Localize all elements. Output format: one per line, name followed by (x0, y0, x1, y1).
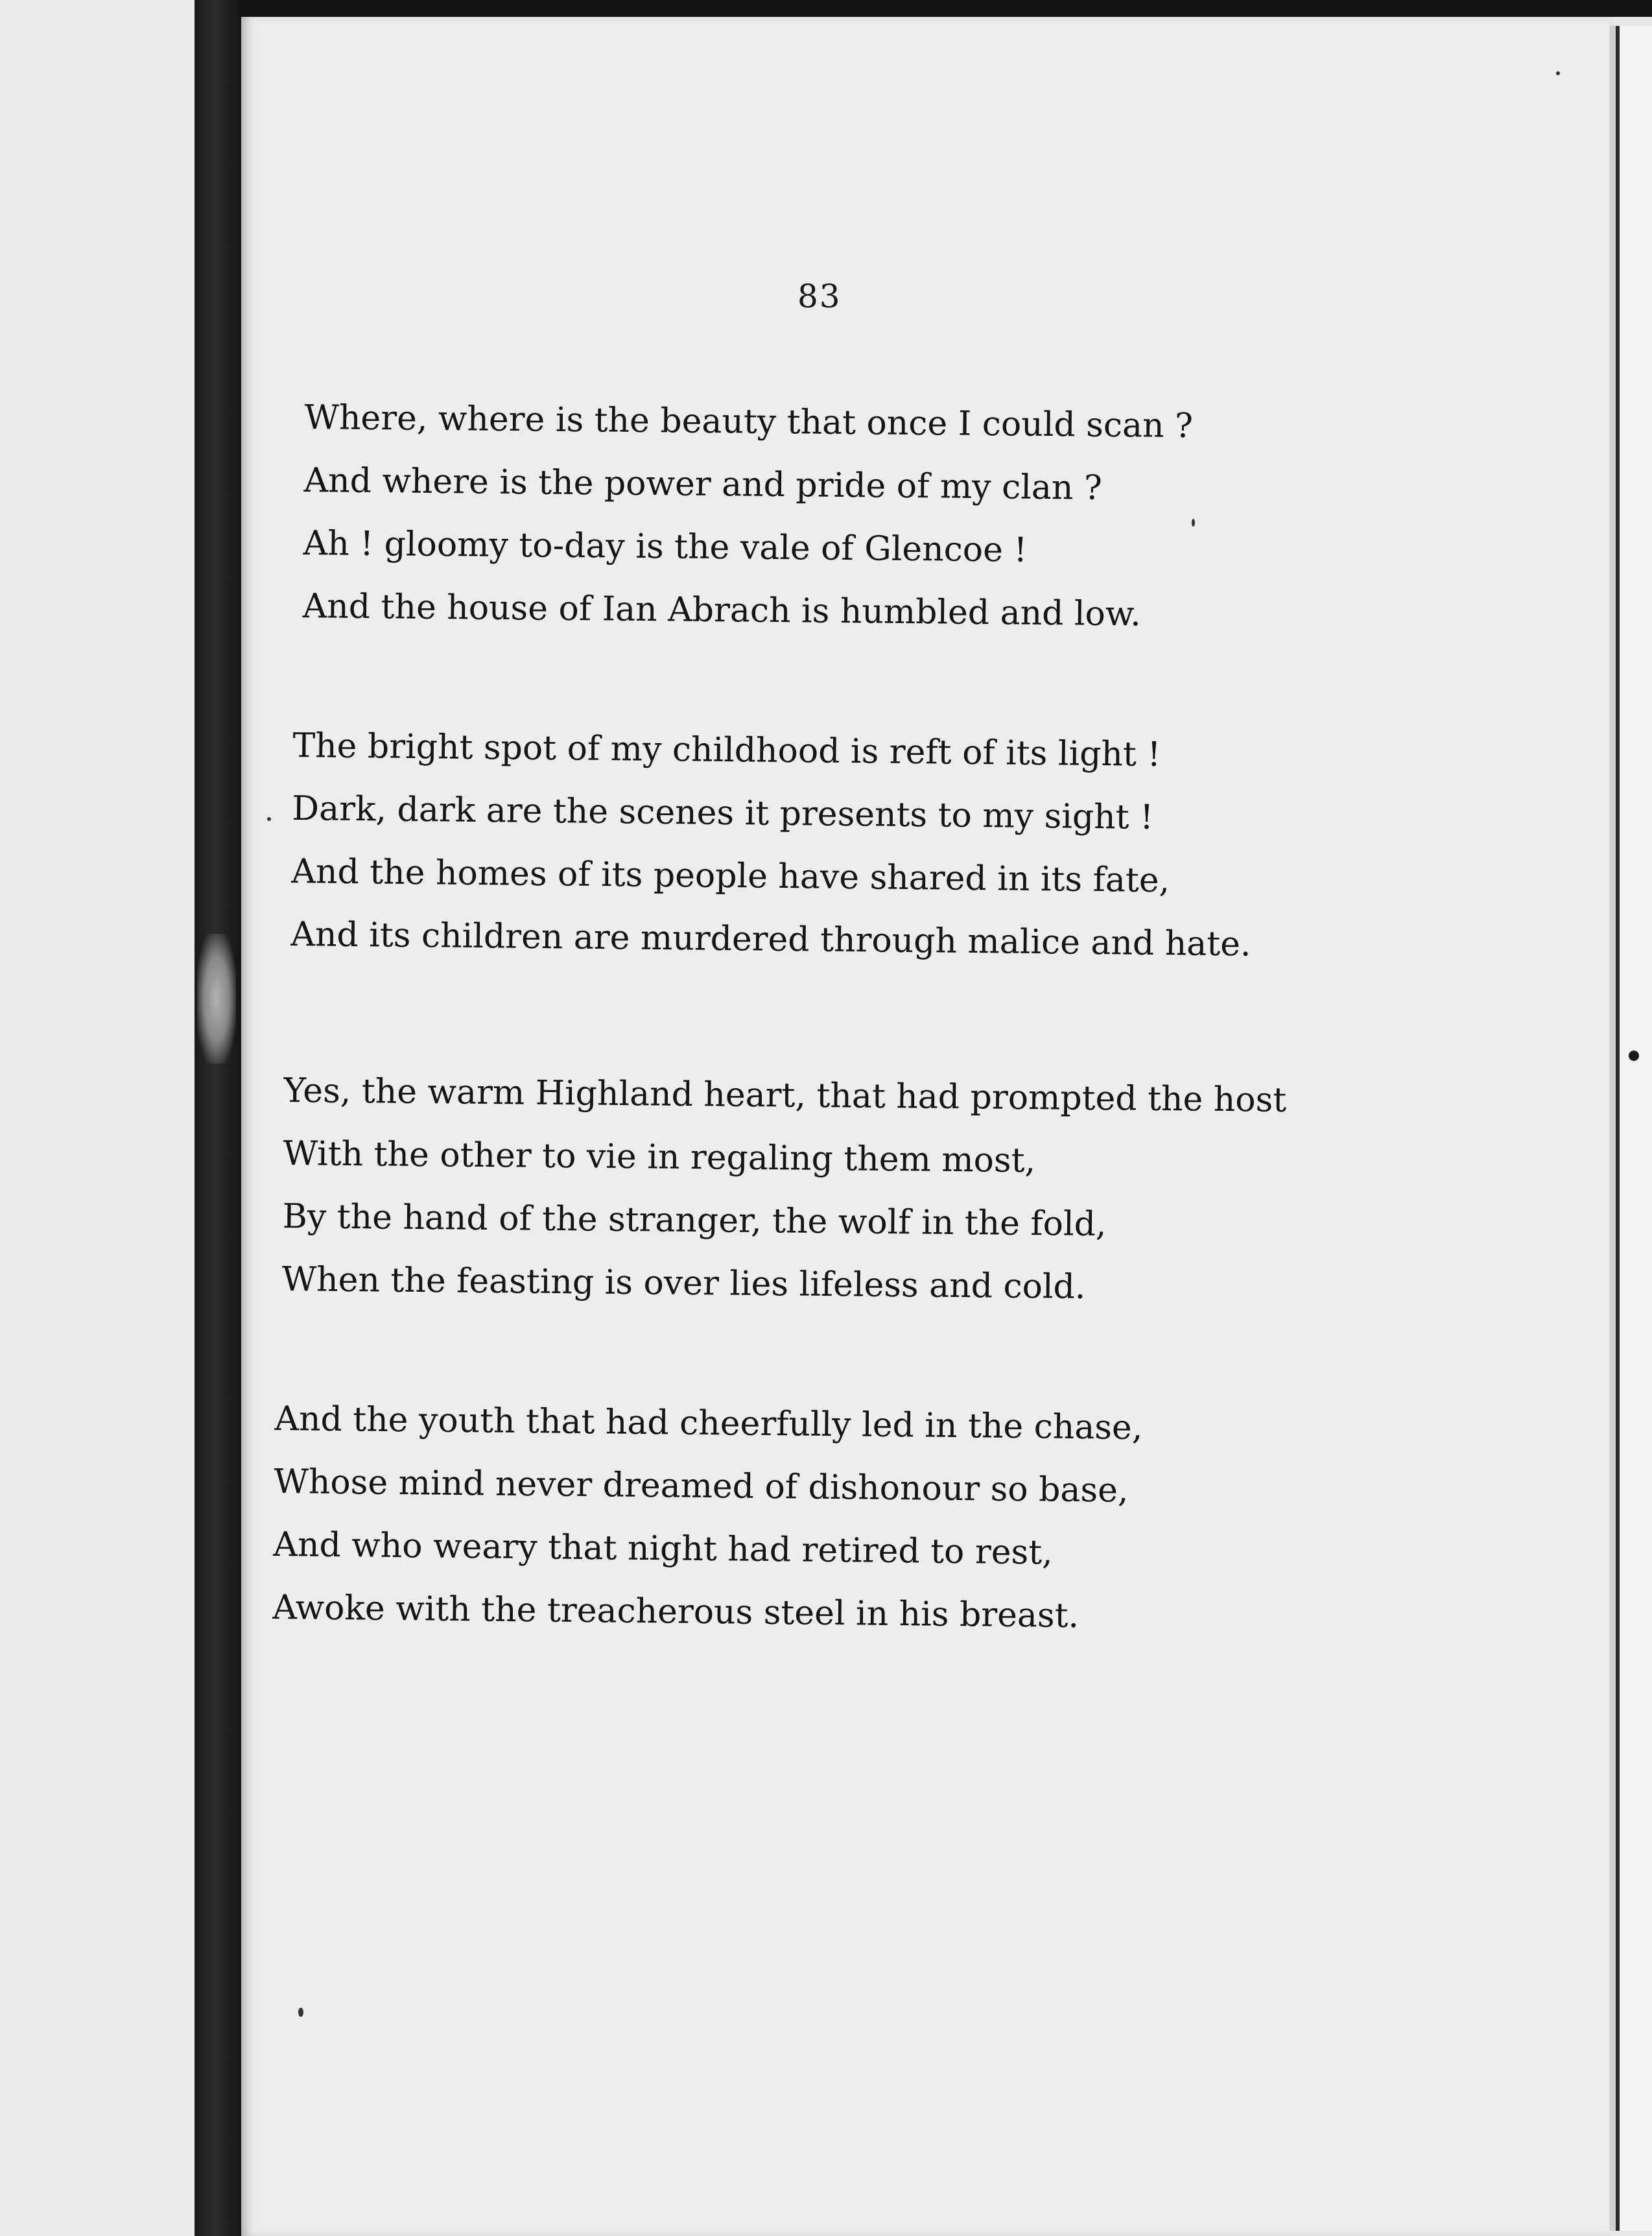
scan-speck (298, 2008, 303, 2017)
poem-line: Dark, dark are the scenes it presents to my sight ! (292, 789, 1154, 837)
page-edge-shadow (1609, 26, 1616, 2231)
page-number: 83 (797, 278, 842, 315)
poem-line: And its children are murdered through malice and hate. (290, 914, 1251, 964)
stanza-1 (302, 387, 1193, 647)
stanza-2 (290, 715, 1253, 976)
scan-top-border (0, 0, 1652, 17)
poem-line: And the youth that had cheerfully led in the chase, (274, 1399, 1143, 1448)
poem-line: Whose mind never dreamed of dishonour so base, (274, 1462, 1129, 1510)
poem-line: When the feasting is over lies lifeless and cold. (281, 1259, 1086, 1307)
page-edge-margin (1620, 26, 1652, 2231)
scan-speck (267, 817, 271, 821)
poem-line: The bright spot of my childhood is reft of its light ! (292, 726, 1161, 775)
scan-speck (1556, 71, 1560, 75)
poem-line: Yes, the warm Highland heart, that had prompted the host (283, 1071, 1287, 1120)
poem-line: By the hand of the stranger, the wolf in the fold, (282, 1196, 1107, 1244)
poem-line: And where is the power and pride of my clan ? (303, 460, 1103, 508)
scan-speck (1192, 519, 1195, 527)
poem-line: And the homes of its people have shared in its fate, (291, 851, 1170, 901)
poem-line: Where, where is the beauty that once I could scan ? (304, 398, 1194, 446)
book-binding-gutter (195, 0, 241, 2236)
poem-line: Ah ! gloomy to-day is the vale of Glencoe ! (303, 523, 1028, 570)
gutter-paper-flaw (197, 934, 236, 1064)
poem-line: And who weary that night had retired to rest, (273, 1525, 1053, 1573)
scan-speck (1629, 1051, 1639, 1061)
poem-line: Awoke with the treacherous steel in his breast. (272, 1588, 1080, 1636)
poem-line: With the other to vie in regaling them most, (283, 1134, 1036, 1181)
stanza-4 (272, 1388, 1143, 1648)
previous-page-edge (0, 0, 195, 2236)
stanza-3 (281, 1060, 1286, 1321)
poem-line: And the house of Ian Abrach is humbled and low. (302, 586, 1142, 634)
